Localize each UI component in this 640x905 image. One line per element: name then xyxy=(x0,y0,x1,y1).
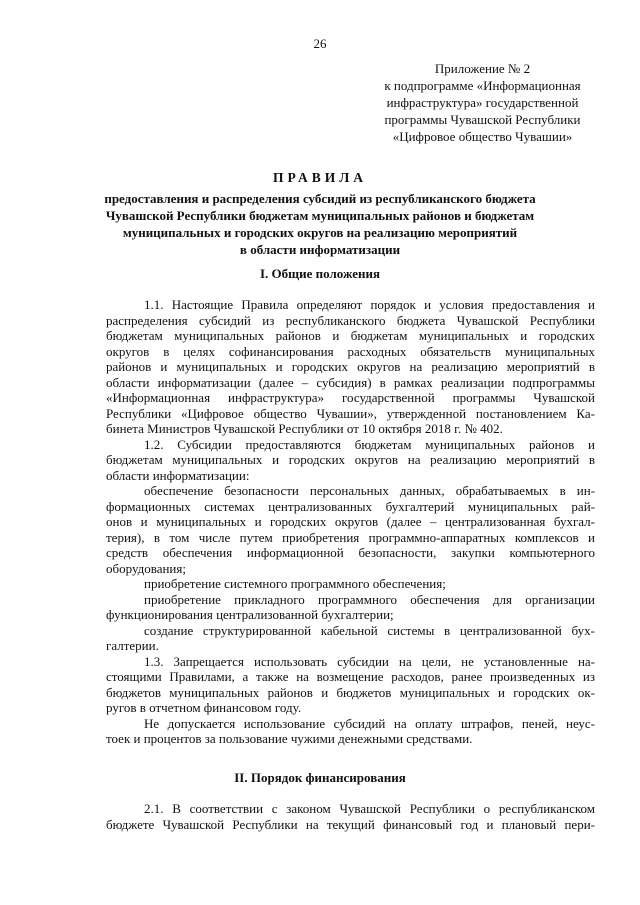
document-subtitle xyxy=(95,190,545,258)
paragraph-line: Республики «Цифровое общество Чувашии», утвержденной постановлением Ка- xyxy=(106,405,595,421)
paragraph-line: терия), в том числе путем приобретения программно-аппаратных комплексов и xyxy=(106,529,595,545)
paragraph-line: обеспечение безопасности персональных данных, обрабатываемых в ин- xyxy=(144,483,595,498)
appendix-line: программы Чувашской Республики xyxy=(384,112,581,127)
paragraph-line: Не допускается использование субсидий на оплату штрафов, пеней, неус- xyxy=(144,715,595,731)
appendix-line: инфраструктура» государственной xyxy=(386,95,579,110)
appendix-line: «Цифровое общество Чувашии» xyxy=(392,129,573,144)
paragraph-line: средств обеспечения информационной безопасности, закупки компьютерного xyxy=(106,545,595,560)
paragraph-line: галтерии. xyxy=(106,638,159,653)
paragraph-line: создание структурированной кабельной системы в централизованной бух- xyxy=(144,622,595,638)
paragraph-line: 2.1. В соответствии с законом Чувашской Республики о республиканском xyxy=(144,801,595,816)
subtitle-line: в области информатизации xyxy=(239,242,401,257)
subtitle-line: муниципальных и городских округов на реализацию мероприятий xyxy=(122,225,518,240)
paragraph-line: бюджетам муниципальных и городских округов на реализацию мероприятий в xyxy=(106,452,595,467)
section-2-body xyxy=(106,801,595,832)
paragraph-line: 1.1. Настоящие Правила определяют порядок и условия предоставления и xyxy=(144,297,595,312)
paragraph-line: области информатизации (далее – субсидия) в рамках реализации подпрограммы xyxy=(106,374,595,390)
paragraph-line: бюджетам муниципальных районов и бюджетам муниципальных и городских xyxy=(106,328,595,343)
paragraph-line: распределения субсидий из республиканского бюджета Чувашской Республики xyxy=(106,312,595,328)
subtitle-line: Чувашской Республики бюджетам муниципальных районов и бюджетам xyxy=(105,208,535,223)
paragraph-line: районов и муниципальных и городских округов на реализацию мероприятий в xyxy=(106,359,595,374)
appendix-line: к подпрограмме «Информационная xyxy=(384,78,581,93)
paragraph-line: стоящими Правилами, а также на возмещение расходов, ранее произведенных из xyxy=(106,669,595,684)
paragraph-line: ругов в отчетном финансовом году. xyxy=(106,700,302,715)
paragraph-line: 1.3. Запрещается использовать субсидии на цели, не установленные на- xyxy=(144,653,595,669)
paragraph-line: «Информационная инфраструктура» государственной программы Чувашской xyxy=(106,390,595,405)
subtitle-line: предоставления и распределения субсидий из республиканского бюджета xyxy=(104,191,536,206)
paragraph-line: тоек и процентов за пользование чужими денежными средствами. xyxy=(106,731,473,746)
paragraph-line: функционирования централизованной бухгалтерии; xyxy=(106,607,394,622)
section-1-body xyxy=(106,297,595,747)
document-title: ПРАВИЛА xyxy=(272,170,368,185)
paragraph-line: формационных системах централизованных бухгалтерий муниципальных рай- xyxy=(106,498,595,514)
page-number: 26 xyxy=(313,36,327,51)
paragraph-line: 1.2. Субсидии предоставляются бюджетам муниципальных районов и xyxy=(144,436,595,452)
paragraph-line: приобретение системного программного обеспечения; xyxy=(144,576,446,591)
section-1-heading: I. Общие положения xyxy=(260,266,380,281)
appendix-line: Приложение № 2 xyxy=(434,61,531,76)
paragraph-line: оборудования; xyxy=(106,560,186,576)
paragraph-line: бюджетов муниципальных районов и бюджетов муниципальных и городских ок- xyxy=(106,684,595,700)
paragraph-line: онов и муниципальных и городских округов (далее – централизованная бухгал- xyxy=(106,514,595,529)
section-2-heading: II. Порядок финансирования xyxy=(234,770,406,785)
paragraph-line: приобретение прикладного программного обеспечения для организации xyxy=(144,591,595,607)
appendix-block xyxy=(380,60,585,145)
paragraph-line: округов в целях софинансирования расходных обязательств муниципальных xyxy=(106,343,595,359)
paragraph-line: области информатизации: xyxy=(106,467,250,483)
paragraph-line: бинета Министров Чувашской Республики от 10 октября 2018 г. № 402. xyxy=(106,421,503,436)
paragraph-line: бюджете Чувашской Республики на текущий финансовый год и плановый пери- xyxy=(106,816,595,832)
